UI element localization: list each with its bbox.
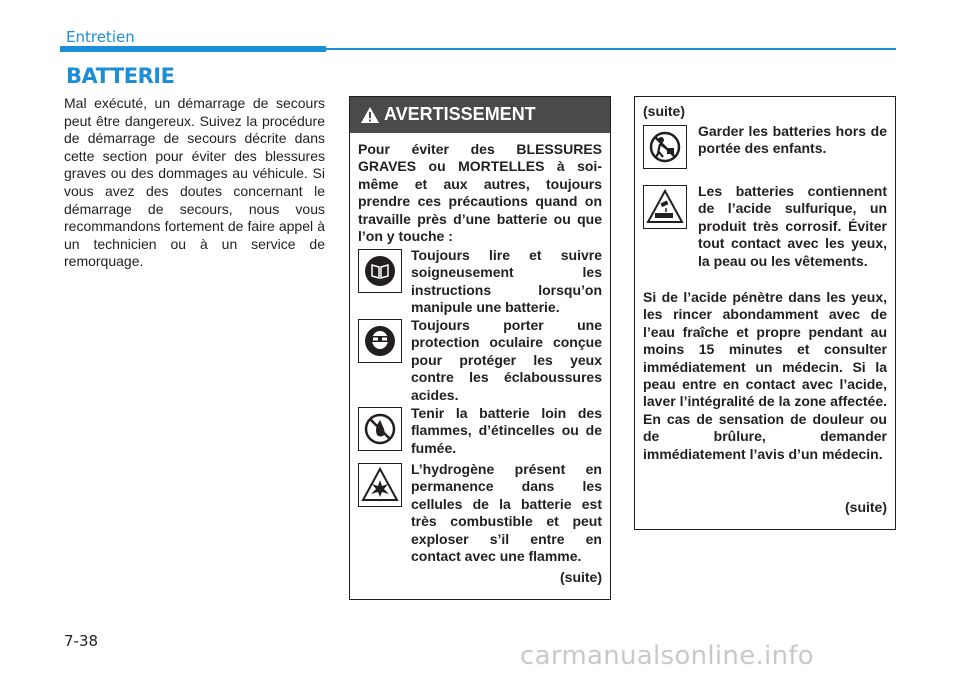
page-number: 7-38 xyxy=(64,632,99,650)
eye-protection-icon xyxy=(358,319,402,363)
section-title: Entretien xyxy=(66,28,135,46)
warning-item-text: Toujours lire et suivre soigneusement les instructions lorsqu’on manipule une batterie. xyxy=(411,247,602,316)
continuation-item-text: Les batteries contiennent de l’acide sulfurique, un produit très corrosif. Éviter tout contact avec les yeux, la peau ou les vêtements. xyxy=(698,183,887,269)
header-rule-thick xyxy=(60,46,326,52)
continuation-item-text: Garder les batteries hors de portée des enfants. xyxy=(698,123,887,157)
book-icon xyxy=(358,249,402,293)
continuation-box xyxy=(634,96,896,530)
no-flame-icon xyxy=(358,407,402,451)
warning-triangle-icon xyxy=(360,106,380,124)
intro-paragraph: Mal exécuté, un démarrage de secours peut être dangereux. Suivez la procédure de démarrage de secours décrite dans cette section pour éviter des blessures graves ou des dommages au véhicule. Si vous avez des doutes concernant le démarrage de secours, nous vous recommandons fortement de faire appel à un technicien ou à un service de remorquage. xyxy=(64,95,325,270)
warning-item-text: Tenir la batterie loin des flammes, d’étincelles ou de fumée. xyxy=(411,405,602,456)
continuation-body: Si de l’acide pénètre dans les yeux, les rincer abondamment avec de l’eau fraîche et propre pendant au moins 15 minutes et consulter immédiatement un médecin. Si la peau entre en contact avec l’acide, laver l’intégralité de la zone affectée. En cas de sensation de douleur ou de brûlure, demander immédiatement l’avis d’un médecin. xyxy=(643,289,887,462)
warning-intro: Pour éviter des BLESSURES GRAVES ou MORTELLES à soi-même et aux autres, toujours prendre ces précautions quand on travaille près d’une batterie ou que l’on y touche : xyxy=(358,141,602,245)
continued-label: (suite) xyxy=(845,499,887,515)
warning-header xyxy=(350,97,610,133)
corrosive-icon xyxy=(643,185,687,229)
warning-item-text: L’hydrogène présent en permanence dans les cellules de la batterie est très combustible et peut exploser s’il entre en contact avec une flamme. xyxy=(411,461,602,565)
warning-label: AVERTISSEMENT xyxy=(384,104,536,124)
watermark: carmanualsonline.info xyxy=(520,641,815,671)
explosion-icon xyxy=(358,463,402,507)
continued-label: (suite) xyxy=(560,569,602,585)
page-title: BATTERIE xyxy=(66,64,175,88)
keep-away-children-icon xyxy=(643,125,687,169)
warning-item-text: Toujours porter une protection oculaire conçue pour protéger les yeux contre les éclaboussures acides. xyxy=(411,317,602,403)
continuation-label: (suite) xyxy=(643,103,685,119)
warning-box xyxy=(349,96,611,600)
header-rule-thin xyxy=(326,48,896,50)
